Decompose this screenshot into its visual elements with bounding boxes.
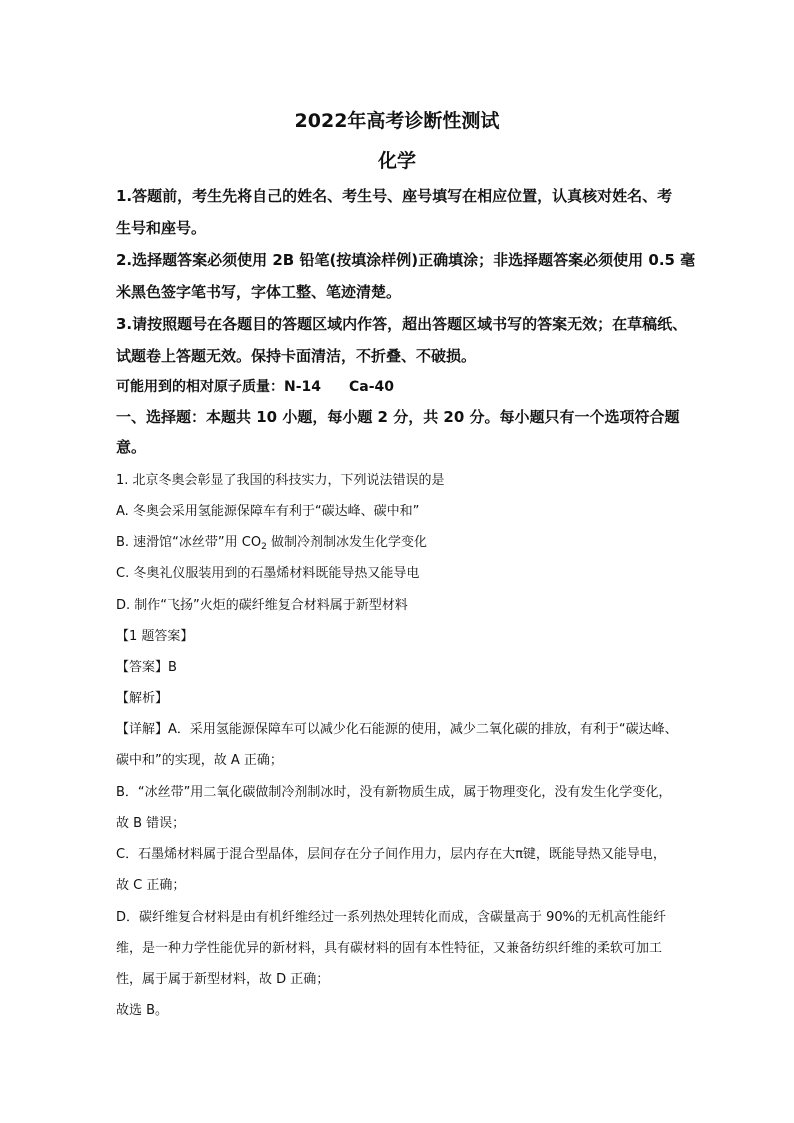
answer-line [116,656,706,675]
option-b-post: 做制冷剂制冰发生化学变化 [266,535,427,550]
note-2-line-1: 2.选择题答案必须使用 2B 铅笔(按填涂样例)正确填涂；非选择题答案必须使用 0.5 毫 [116,251,696,269]
detail-d-line-2: 维，是一种力学性能优异的新材料，具有碳材料的固有本性特征，又兼备纺织纤维的柔软可加工 [116,941,663,956]
conclusion: 故选 B。 [116,1003,169,1018]
detail-a-line-1 [116,718,706,737]
section-heading-line-2: 意。 [116,438,147,456]
option-a: A. 冬奥会采用氢能源保障车有利于“碳达峰、碳中和” [116,504,420,519]
note-1-line-1: 1.答题前，考生先将自己的姓名、考生号、座号填写在相应位置，认真核对姓名、考 [116,187,673,205]
detail-b-line-1: B．“冰丝带”用二氧化碳做制冷剂制冰时，没有新物质生成，属于物理变化，没有发生化学变化， [116,785,672,800]
atomic-mass-label: 可能用到的相对原子质量：N-14 [116,379,322,395]
answer-value: B [168,660,177,675]
option-b [116,531,706,550]
note-1-line-2: 生号和座号。 [116,219,207,237]
detail-c-line-1: C．石墨烯材料属于混合型晶体，层间存在分子间作用力，层内存在大π键，既能导热又能导电， [116,847,666,862]
subject-title: 化学 [377,150,416,172]
detail-a-line-2: 碳中和”的实现，故 A 正确； [116,753,283,768]
option-b-subscript: 2 [261,542,267,550]
option-c: C. 冬奥礼仪服装用到的石墨烯材料既能导热又能导电 [116,566,420,581]
detail-d-line-3: 性，属于属于新型材料，故 D 正确； [116,972,330,987]
note-3-line-1: 3.请按照题号在各题目的答题区域内作答，超出答题区域书写的答案无效；在草稿纸、 [116,315,688,333]
atomic-mass-line [116,376,706,396]
answer-tag: 【答案】 [116,660,169,675]
detail-a-text: A．采用氢能源保障车可以减少化石能源的使用，减少二氧化碳的排放，有利于“碳达峰、 [168,722,678,737]
section-heading-line-1: 一、选择题：本题共 10 小题，每小题 2 分，共 20 分。每小题只有一个选项符合题 [116,408,680,426]
option-b-pre: B. 速滑馆“冰丝带”用 CO [116,535,262,550]
question-stem: 1. 北京冬奥会彰显了我国的科技实力，下列说法错误的是 [116,473,445,488]
answer-section-label: 【1 题答案】 [116,629,194,644]
detail-c-line-2: 故 C 正确； [116,878,186,893]
detail-tag: 【详解】 [116,722,169,737]
option-d: D. 制作“飞扬”火炬的碳纤维复合材料属于新型材料 [116,598,408,613]
detail-d-line-1: D．碳纤维复合材料是由有机纤维经过一系列热处理转化而成，含碳量高于 90%的无机高性能纤 [116,910,667,925]
note-3-line-2: 试题卷上答题无效。保持卡面清洁，不折叠、不破损。 [116,347,477,365]
exam-title: 2022年高考诊断性测试 [294,110,500,132]
analysis-tag: 【解析】 [116,691,169,706]
note-2-line-2: 米黑色签字笔书写，字体工整、笔迹清楚。 [116,283,402,301]
atomic-mass-ca: Ca-40 [349,379,395,395]
detail-b-line-2: 故 B 错误； [116,816,186,831]
